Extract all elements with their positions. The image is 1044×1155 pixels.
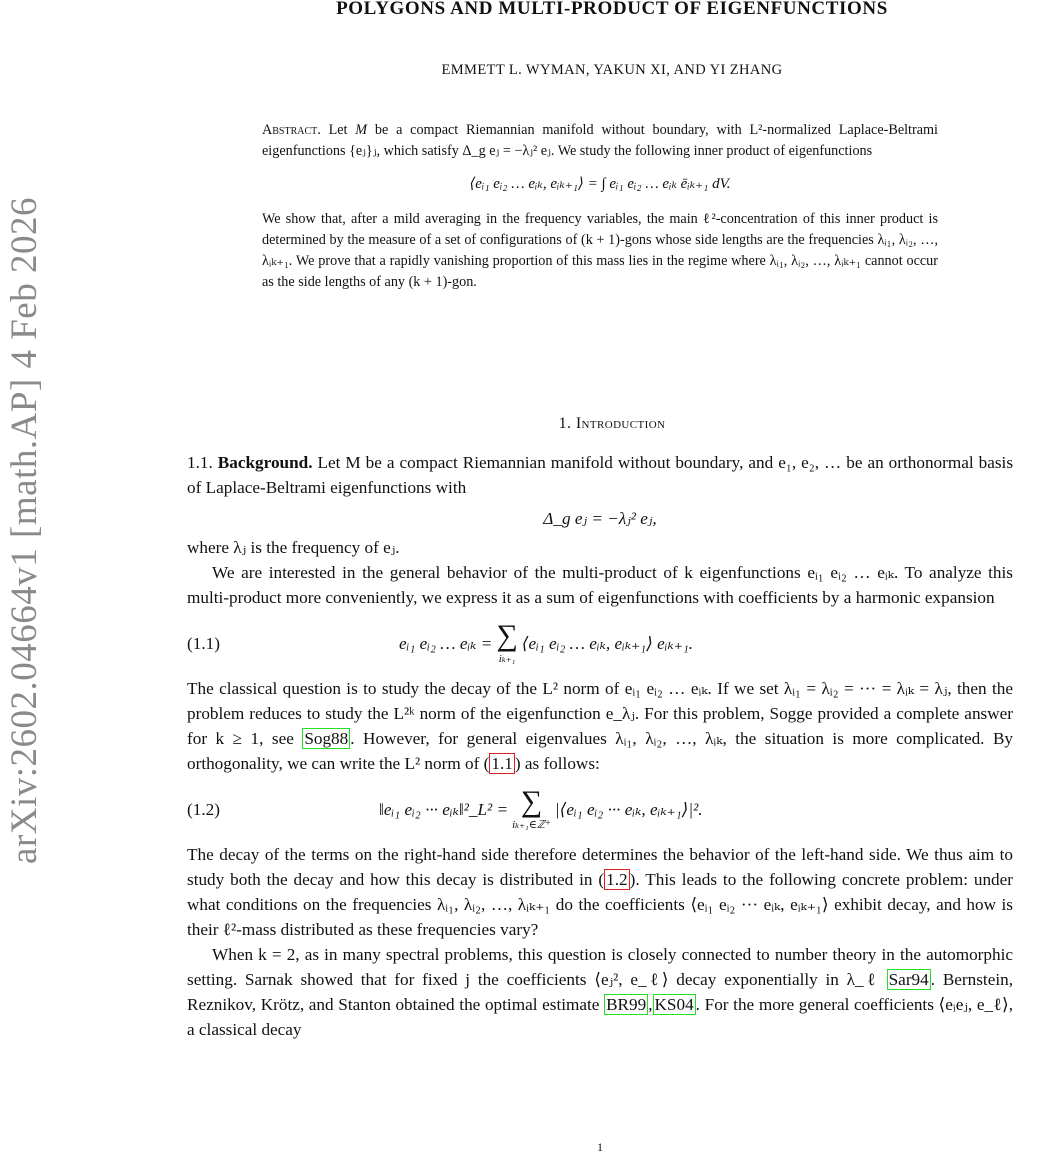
arxiv-identifier: arXiv:2602.04664v1 [math.AP] 4 Feb 2026 [3, 196, 45, 864]
abstract-display-equation: ⟨eᵢ₁ eᵢ₂ … eᵢₖ, eᵢₖ₊₁⟩ = ∫ eᵢ₁ eᵢ₂ … eᵢₖ ēᵢₖ₊₁ dV. [469, 176, 731, 192]
paragraph-background: 1.1. Background. Let M be a compact Riemannian manifold without boundary, and e₁, e₂, … be an orthonormal basis of Laplace-Beltrami eigenfunctions with [187, 453, 1014, 497]
citation-link[interactable]: BR99 [606, 995, 647, 1014]
section-heading: 1. Introduction [558, 415, 666, 432]
paragraph-decay: The decay of the terms on the right-hand side therefore determines the behavior of the left-hand side. We thus aim to study both the decay and how this decay is distributed in ( 1.2 ). This leads to the following concrete problem: under what conditions on the frequencies λᵢ₁, λᵢ₂, …, λᵢₖ₊₁ do the coefficients ⟨eᵢ₁ eᵢ₂ ··· eᵢₖ, eᵢₖ₊₁⟩ exhibit decay, and how is their ℓ²-mass distributed as these frequencies vary? [187, 845, 1013, 939]
abstract-label: Abstract. [262, 122, 321, 138]
equation-1-2: (1.2) ‖eᵢ₁ eᵢ₂ ··· eᵢₖ‖²_L² = ∑ iₖ₊₁∈ℤ⁺ |⟨eᵢ₁ eᵢ₂ ··· eᵢₖ, eᵢₖ₊₁⟩|². [187, 785, 703, 831]
paper-authors: EMMETT L. WYMAN, YAKUN XI, AND YI ZHANG [441, 62, 783, 78]
citation-link[interactable]: Sog88 [304, 729, 349, 748]
summation-symbol: ∑ iₖ₊₁ [496, 619, 518, 665]
abstract-paragraph-2: We show that, after a mild averaging in the frequency variables, the main ℓ²-concentration of this inner product is determined by the measure of a set of configurations of (k + 1)-gons whose side lengths are the frequencies λᵢ₁, λᵢ₂, …, λᵢₖ₊₁. We prove that a rapidly vanishing proportion of this mass lies in the regime where λᵢ₁, λᵢ₂, …, λᵢₖ₊₁ cannot occur as the side lengths of any (k + 1)-gon. [262, 211, 938, 290]
paragraph-k-equals-2: When k = 2, as in many spectral problems, this question is closely connected to number theory in the automorphic setting. Sarnak showed that for fixed j the coefficients ⟨eⱼ², e_ℓ⟩ decay exponentially in λ_ℓ Sar94 . Bernstein, Reznikov, Krötz, and Stanton obtained the optimal estimate BR99 , KS04 . For the more general coefficients ⟨eᵢeⱼ, e_ℓ⟩, a classical decay [187, 945, 1014, 1039]
page-number: 1 [597, 1140, 603, 1154]
abstract-paragraph-1: Abstract. Let M be a compact Riemannian manifold without boundary, with L²-normalized Laplace-Beltrami eigenfunctions {eⱼ}ⱼ, which satisfy Δ_g eⱼ = −λⱼ² eⱼ. We study the following inner product of eigenfunctions [262, 122, 938, 159]
summation-symbol: ∑ iₖ₊₁∈ℤ⁺ [512, 785, 551, 831]
equation-ref-link[interactable]: 1.1 [491, 754, 513, 773]
paragraph-multiproduct: We are interested in the general behavior of the multi-product of k eigenfunctions eᵢ₁ eᵢ₂ … eᵢₖ. To analyze this multi-product more conveniently, we express it as a sum of eigenfunctions with coefficients by a harmonic expansion [187, 563, 1013, 607]
paper-title: POLYGONS AND MULTI-PRODUCT OF EIGENFUNCTIONS [336, 0, 888, 19]
abstract [262, 120, 938, 293]
equation-ref-link[interactable]: 1.2 [606, 870, 628, 889]
subsection-title: Background. [217, 453, 313, 472]
arxiv-stamp [2, 150, 46, 910]
equation-number: (1.2) [187, 799, 220, 819]
subsection-number: 1.1. [187, 453, 213, 472]
equation-number: (1.1) [187, 633, 220, 653]
equation-1-1: (1.1) eᵢ₁ eᵢ₂ … eᵢₖ = ∑ iₖ₊₁ ⟨eᵢ₁ eᵢ₂ … eᵢₖ, eᵢₖ₊₁⟩ eᵢₖ₊₁. [187, 619, 694, 665]
paragraph-frequency: where λⱼ is the frequency of eⱼ. [187, 538, 400, 557]
citation-link[interactable]: Sar94 [888, 970, 929, 989]
paragraph-classical-question: The classical question is to study the decay of the L² norm of eᵢ₁ eᵢ₂ … eᵢₖ. If we set λᵢ₁ = λᵢ₂ = ··· = λᵢₖ = λⱼ, then the problem reduces to study the L²ᵏ norm of the eigenfunction e_λⱼ. For this problem, Sogge provided a complete answer for k ≥ 1, see Sog88 . However, for general eigenvalues λᵢ₁, λᵢ₂, …, λᵢₖ, the situation is more complicated. By orthogonality, we can write the L² norm of ( 1.1 ) as follows: [187, 679, 1013, 773]
laplace-equation: Δ_g eⱼ = −λⱼ² eⱼ, [543, 509, 657, 528]
citation-link[interactable]: KS04 [654, 995, 694, 1014]
manifold-symbol: M [355, 122, 368, 138]
main-body [187, 450, 1013, 1042]
section-title-text: Introduction [575, 415, 666, 432]
